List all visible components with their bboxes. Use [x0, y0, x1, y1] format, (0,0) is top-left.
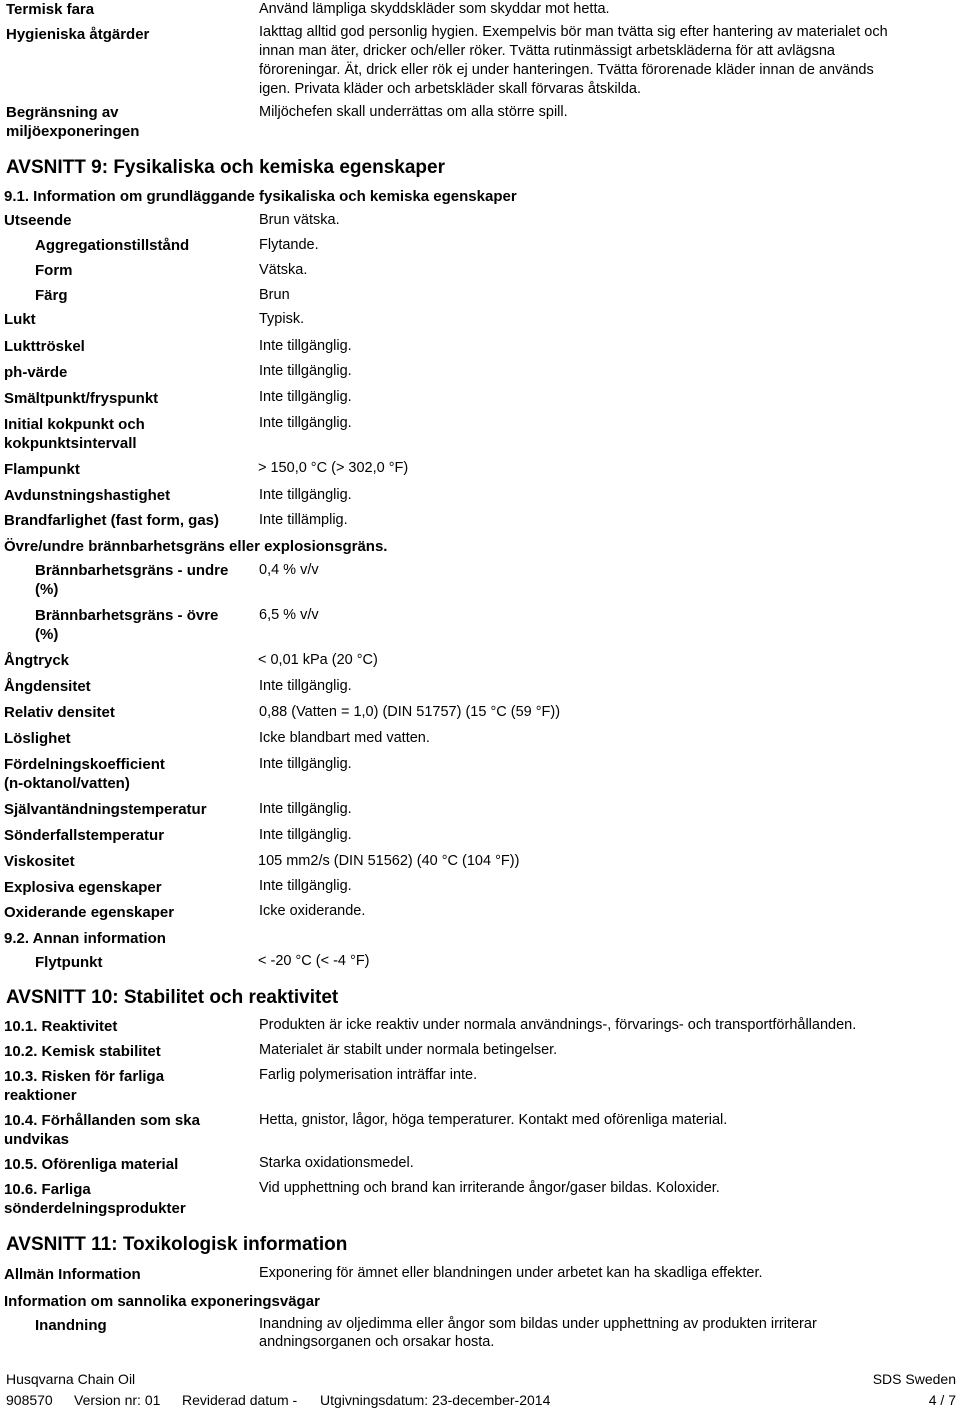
hazardous-reactions-label-2: reaktioner	[4, 1087, 77, 1104]
thermal-hazard-label: Termisk fara	[6, 1, 95, 18]
autoignition-value: Inte tillgänglig.	[259, 801, 352, 817]
decomposition-products-label-1: 10.6. Farliga	[4, 1181, 91, 1198]
explosive-properties-label: Explosiva egenskaper	[4, 879, 162, 896]
melting-point-label: Smältpunkt/fryspunkt	[4, 390, 159, 407]
partition-coefficient-label-1: Fördelningskoefficient	[4, 756, 165, 773]
partition-coefficient-label-2: (n-oktanol/vatten)	[4, 775, 130, 792]
flammability-value: Inte tillämplig.	[259, 512, 348, 528]
footer-page-number: 4 / 7	[928, 1392, 956, 1408]
hygiene-label: Hygieniska åtgärder	[6, 26, 150, 43]
relative-density-label: Relativ densitet	[4, 704, 115, 721]
hazardous-reactions-value: Farlig polymerisation inträffar inte.	[259, 1067, 478, 1083]
exposure-routes-label: Information om sannolika exponeringsvägar	[4, 1293, 320, 1310]
footer-revised-date: Reviderad datum -	[182, 1392, 298, 1408]
solubility-value: Icke blandbart med vatten.	[259, 730, 430, 746]
chemical-stability-label: 10.2. Kemisk stabilitet	[4, 1043, 161, 1060]
vapor-pressure-value: < 0,01 kPa (20 °C)	[258, 652, 378, 668]
color-value: Brun	[259, 287, 290, 303]
footer-product-name: Husqvarna Chain Oil	[6, 1371, 136, 1387]
hygiene-line-3: föroreningar. Ät, drick eller rök ej under hanteringen. Tvätta förorenade kläder innan de används	[259, 62, 874, 78]
explosive-properties-value: Inte tillgänglig.	[259, 878, 352, 894]
section-9-heading: AVSNITT 9: Fysikaliska och kemiska egenskaper	[6, 157, 445, 178]
env-exposure-value: Miljöchefen skall underrättas om alla större spill.	[259, 104, 568, 120]
incompatible-materials-label: 10.5. Oförenliga material	[4, 1156, 179, 1173]
decomposition-temp-label: Sönderfallstemperatur	[4, 827, 165, 844]
flash-point-value: > 150,0 °C (> 302,0 °F)	[258, 460, 409, 476]
oxidizing-properties-value: Icke oxiderande.	[259, 903, 366, 919]
lower-limit-label-2: (%)	[35, 581, 59, 598]
footer-doc-number: 908570	[6, 1392, 53, 1408]
upper-limit-value: 6,5 % v/v	[259, 607, 319, 623]
partition-coefficient-value: Inte tillgänglig.	[259, 756, 352, 772]
form-value: Vätska.	[259, 262, 308, 278]
evaporation-rate-value: Inte tillgänglig.	[259, 487, 352, 503]
hazardous-reactions-label-1: 10.3. Risken för farliga	[4, 1068, 165, 1085]
reactivity-label: 10.1. Reaktivitet	[4, 1018, 118, 1035]
conditions-to-avoid-value: Hetta, gnistor, lågor, höga temperaturer. Kontakt med oförenliga material.	[259, 1112, 728, 1128]
vapor-density-value: Inte tillgänglig.	[259, 678, 352, 694]
reactivity-value: Produkten är icke reaktiv under normala användnings-, förvarings- och transportförhållanden.	[259, 1017, 857, 1033]
decomposition-temp-value: Inte tillgänglig.	[259, 827, 352, 843]
odor-threshold-label: Lukttröskel	[4, 338, 85, 355]
evaporation-rate-label: Avdunstningshastighet	[4, 487, 171, 504]
boiling-point-label-2: kokpunktsintervall	[4, 435, 137, 452]
viscosity-value: 105 mm2/s (DIN 51562) (40 °C (104 °F))	[258, 853, 520, 869]
oxidizing-properties-label: Oxiderande egenskaper	[4, 904, 175, 921]
form-label: Form	[35, 262, 73, 279]
inhalation-label: Inandning	[35, 1317, 107, 1334]
boiling-point-label-1: Initial kokpunkt och	[4, 416, 145, 433]
pour-point-value: < -20 °C (< -4 °F)	[258, 953, 370, 969]
general-info-label: Allmän Information	[4, 1266, 141, 1283]
chemical-stability-value: Materialet är stabilt under normala betingelser.	[259, 1042, 558, 1058]
incompatible-materials-value: Starka oxidationsmedel.	[259, 1155, 414, 1171]
ph-label: ph-värde	[4, 364, 68, 381]
decomposition-products-label-2: sönderdelningsprodukter	[4, 1200, 186, 1217]
odor-value: Typisk.	[259, 311, 305, 327]
color-label: Färg	[35, 287, 68, 304]
footer-doc-type: SDS Sweden	[872, 1371, 956, 1387]
hygiene-line-1: Iakttag alltid god personlig hygien. Exempelvis bör man tvätta sig efter hantering av materialet och	[259, 24, 888, 40]
odor-threshold-value: Inte tillgänglig.	[259, 338, 352, 354]
autoignition-label: Självantändningstemperatur	[4, 801, 207, 818]
hygiene-line-4: igen. Privata kläder och arbetskläder skall förvaras åtskilda.	[259, 81, 642, 97]
solubility-label: Löslighet	[4, 730, 71, 747]
hygiene-line-2: innan man äter, dricker och/eller röker. Tvätta rutinmässigt arbetskläderna för att avlägsna	[259, 43, 835, 59]
section-9-1-subheading: 9.1. Information om grundläggande fysikaliska och kemiska egenskaper	[4, 188, 517, 205]
footer-issue-date: Utgivningsdatum: 23-december-2014	[320, 1392, 551, 1408]
viscosity-label: Viskositet	[4, 853, 75, 870]
inhalation-line-1: Inandning av oljedimma eller ångor som bildas under upphettning av produkten irriterar	[259, 1316, 817, 1332]
vapor-density-label: Ångdensitet	[4, 678, 91, 695]
explosion-limits-label: Övre/undre brännbarhetsgräns eller explosionsgräns.	[4, 538, 388, 555]
conditions-to-avoid-label-2: undvikas	[4, 1131, 70, 1148]
odor-label: Lukt	[4, 311, 36, 328]
section-10-heading: AVSNITT 10: Stabilitet och reaktivitet	[6, 987, 339, 1008]
env-exposure-label-1: Begränsning av	[6, 104, 119, 121]
upper-limit-label-1: Brännbarhetsgräns - övre	[35, 607, 219, 624]
section-9-2-subheading: 9.2. Annan information	[4, 930, 166, 947]
decomposition-products-value: Vid upphettning och brand kan irriterande ångor/gaser bildas. Koloxider.	[259, 1180, 720, 1196]
flash-point-label: Flampunkt	[4, 461, 80, 478]
melting-point-value: Inte tillgänglig.	[259, 389, 352, 405]
vapor-pressure-label: Ångtryck	[4, 652, 70, 669]
env-exposure-label-2: miljöexponeringen	[6, 123, 140, 140]
ph-value: Inte tillgänglig.	[259, 363, 352, 379]
relative-density-value: 0,88 (Vatten = 1,0) (DIN 51757) (15 °C (59 °F))	[259, 704, 561, 720]
conditions-to-avoid-label-1: 10.4. Förhållanden som ska	[4, 1112, 200, 1129]
general-info-value: Exponering för ämnet eller blandningen under arbetet kan ha skadliga effekter.	[259, 1265, 763, 1281]
thermal-hazard-value: Använd lämpliga skyddskläder som skyddar mot hetta.	[259, 1, 610, 17]
section-11-heading: AVSNITT 11: Toxikologisk information	[6, 1234, 348, 1255]
pour-point-label: Flytpunkt	[35, 954, 103, 971]
appearance-value: Brun vätska.	[259, 212, 340, 228]
lower-limit-label-1: Brännbarhetsgräns - undre	[35, 562, 229, 579]
aggregation-label: Aggregationstillstånd	[35, 237, 190, 254]
boiling-point-value: Inte tillgänglig.	[259, 415, 352, 431]
flammability-label: Brandfarlighet (fast form, gas)	[4, 512, 220, 529]
inhalation-line-2: andningsorganen och orsakar hosta.	[259, 1334, 495, 1350]
upper-limit-label-2: (%)	[35, 626, 59, 643]
footer-version: Version nr: 01	[74, 1392, 161, 1408]
aggregation-value: Flytande.	[259, 237, 319, 253]
appearance-label: Utseende	[4, 212, 72, 229]
lower-limit-value: 0,4 % v/v	[259, 562, 319, 578]
